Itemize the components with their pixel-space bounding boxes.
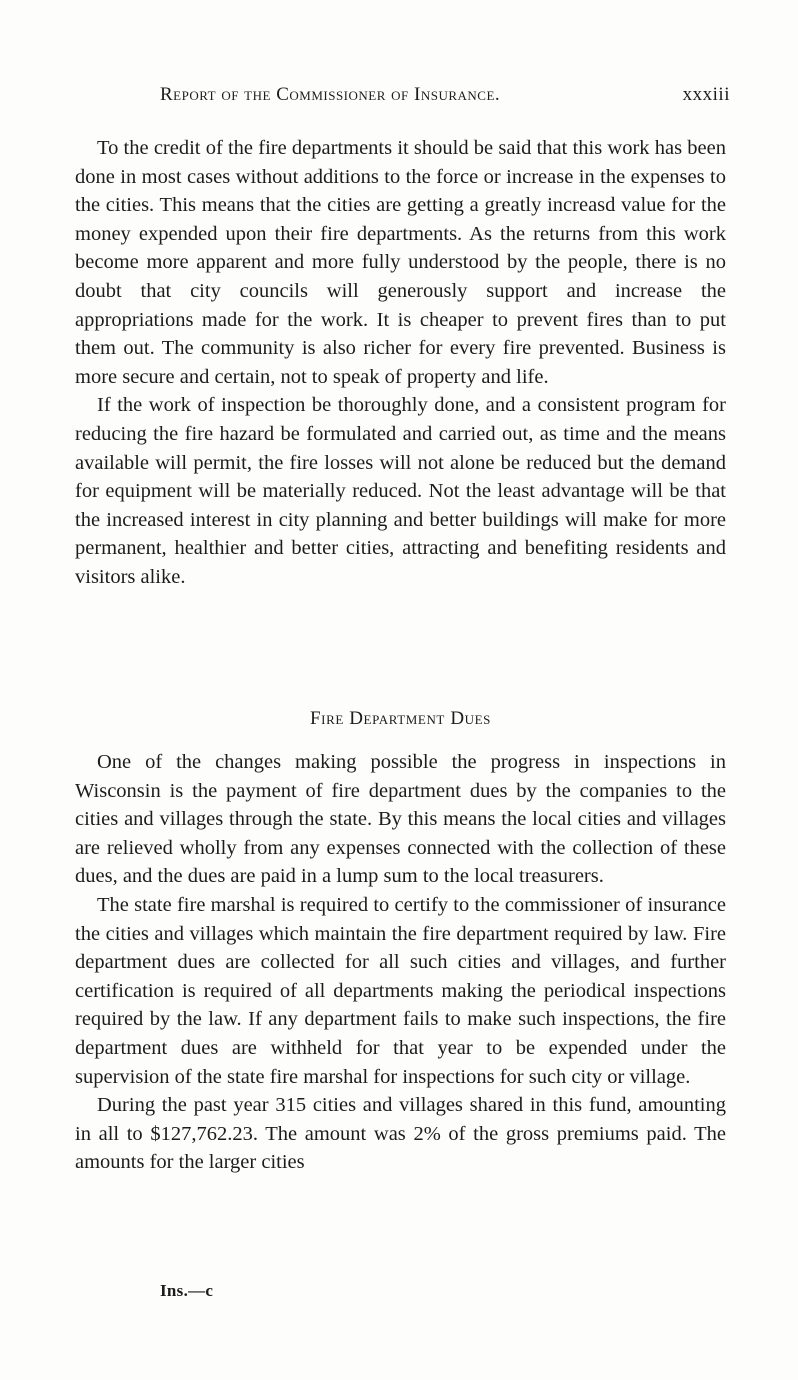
body-text-section [75,748,726,1177]
paragraph: To the credit of the fire departments it should be said that this work has been done in most cases without additions to the force or increase in the expenses to the cities. This means that the cities are getting a greatly increasd value for the money expended upon their fire departments. As the returns from this work become more apparent and more fully understood by the people, there is no doubt that city councils will generously support and increase the appropriations made for the work. It is cheaper to prevent fires than to put them out. The community is also richer for every fire prevented. Business is more secure and certain, not to speak of property and life. [75,137,726,388]
running-head [160,84,730,112]
paragraph: During the past year 315 cities and villages shared in this fund, amounting in all to $127,762.23. The amount was 2% of the gross premiums paid. The amounts for the larger cities [75,1094,726,1174]
page-number: xxxiii [682,84,730,105]
running-title: Report of the Commissioner of Insurance. [160,84,501,105]
paragraph: The state fire marshal is required to certify to the commissioner of insurance the cities and villages which maintain the fire department required by law. Fire department dues are collected for all such cities and villages, and further certification is required of all departments making the periodical inspections required by the law. If any department fails to make such inspections, the fire department dues are withheld for that year to be expended under the supervision of the state fire marshal for inspections for such city or village. [75,893,726,1088]
signature-mark: Ins.—c [160,1281,214,1300]
paragraph: One of the changes making possible the progress in inspections in Wisconsin is the payment of fire department dues by the companies to the cities and villages through the state. By this means the local cities and villages are relieved wholly from any expenses connected with the collection of these dues, and the dues are paid in a lump sum to the local treasurers. [75,751,726,888]
section-heading: Fire Department Dues [309,708,492,729]
body-text-top [75,134,726,592]
paragraph: If the work of inspection be thoroughly done, and a consistent program for reducing the fire hazard be formulated and carried out, as time and the means available will permit, the fire losses will not alone be reduced but the demand for equipment will be materially reduced. Not the least advantage will be that the increased interest in city planning and better buildings will make for more permanent, healthier and better cities, attracting and benefiting residents and visitors alike. [75,394,726,588]
